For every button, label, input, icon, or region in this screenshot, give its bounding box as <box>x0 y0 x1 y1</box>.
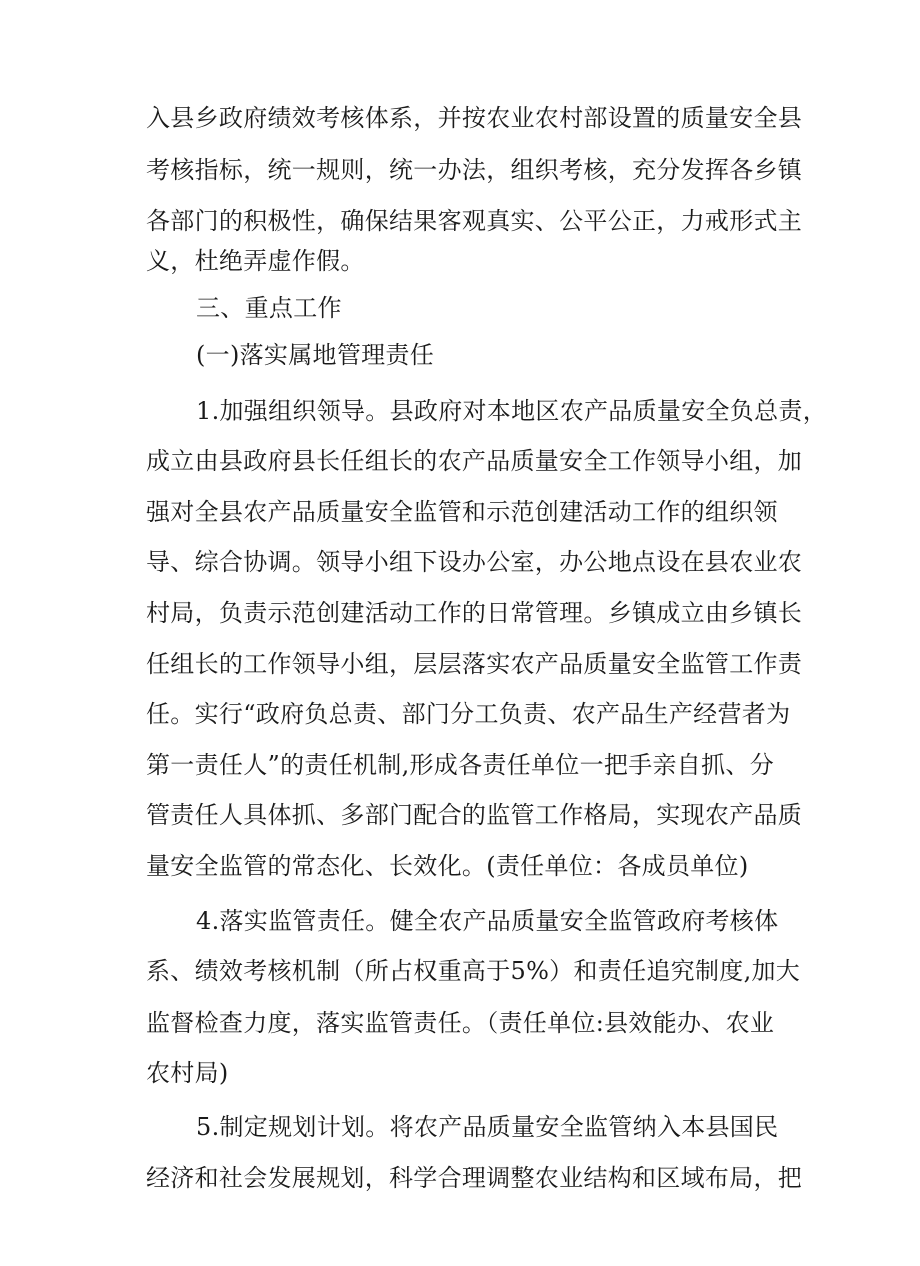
paragraph-line: 1.加强组织领导。县政府对本地区农产品质量安全负总责， <box>196 397 827 425</box>
text-line: 入县乡政府绩效考核体系，并按农业农村部设置的质量安全县 <box>146 104 803 132</box>
text-line: 各部门的积极性，确保结果客观真实、公平公正，力戒形式主 <box>146 207 803 235</box>
paragraph-line: 第一责任人”的责任机制,形成各责任单位一把手亲自抓、分 <box>146 751 774 779</box>
paragraph-line: 成立由县政府县长任组长的农产品质量安全工作领导小组，加 <box>146 447 803 475</box>
paragraph-line: 强对全县农产品质量安全监管和示范创建活动工作的组织领 <box>146 498 778 526</box>
section-heading: 三、重点工作 <box>196 294 342 322</box>
subsection-heading: (一)落实属地管理责任 <box>196 341 435 369</box>
text-line: 考核指标，统一规则，统一办法，组织考核，充分发挥各乡镇 <box>146 156 803 184</box>
paragraph-line: 系、绩效考核机制（所占权重高于5%）和责任追究制度,加大 <box>146 957 801 985</box>
text-line: 义，杜绝弄虚作假。 <box>146 247 365 275</box>
paragraph-line: 经济和社会发展规划，科学合理调整农业结构和区域布局，把 <box>146 1164 803 1192</box>
paragraph-line: 村局，负责示范创建活动工作的日常管理。乡镇成立由乡镇长 <box>146 599 803 627</box>
paragraph-line: 任组长的工作领导小组，层层落实农产品质量安全监管工作责 <box>146 650 803 678</box>
paragraph-line: 农村局) <box>146 1059 229 1087</box>
paragraph-line: 导、综合协调。领导小组下设办公室，办公地点设在县农业农 <box>146 548 803 576</box>
paragraph-line: 管责任人具体抓、多部门配合的监管工作格局，实现农产品质 <box>146 801 803 829</box>
paragraph-line: 5.制定规划计划。将农产品质量安全监管纳入本县国民 <box>196 1113 779 1141</box>
paragraph-line: 量安全监管的常态化、长效化。(责任单位：各成员单位) <box>146 852 749 880</box>
paragraph-line: 任。实行“政府负总责、部门分工负责、农产品生产经营者为 <box>146 700 791 728</box>
paragraph-line: 监督检查力度，落实监管责任。（责任单位:县效能办、农业 <box>146 1009 775 1037</box>
paragraph-line: 4.落实监管责任。健全农产品质量安全监管政府考核体 <box>196 907 779 935</box>
